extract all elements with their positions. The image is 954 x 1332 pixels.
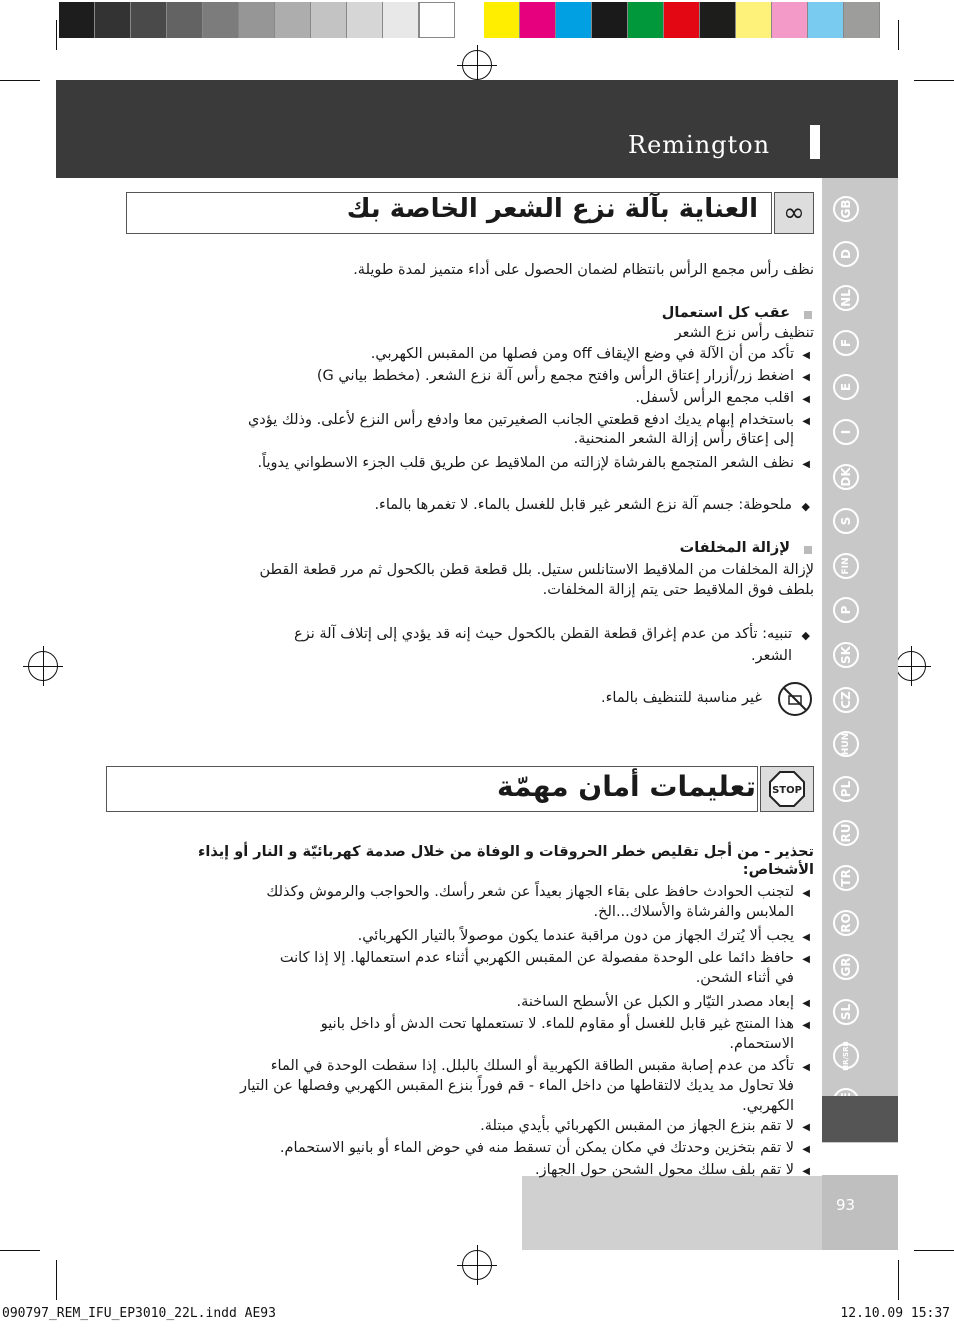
language-tab-pl: PL — [833, 776, 859, 802]
grayscale-bar — [59, 2, 455, 38]
language-tab-ru: RU — [833, 820, 859, 846]
section1-intro: نظف رأس مجمع الرأس بانتظام لضمان الحصول على أداء متميز لمدة طويلة. — [353, 262, 814, 278]
language-tab-hun: HUN — [833, 731, 859, 757]
safety-5-cont: الاستحمام. — [729, 1036, 794, 1052]
safety-6-cont: فلا تحاول مد يديك لالتقاطها من داخل الماء - قم فوراً بنزع المقبس الكهربي وفصلها عن التيار — [239, 1078, 794, 1094]
safety-1: لتجنب الحوادث حافظ على بقاء الجهاز بعيداً عن شعر رأسك. والحواجب والرموش وكذلك ◀ — [266, 884, 794, 900]
language-tab-cz: CZ — [833, 687, 859, 713]
language-tab-ro: RO — [833, 910, 859, 936]
subheading-clean-head: تنظيف رأس نزع الشعر — [674, 325, 814, 341]
subheading-remove-residue: لإزالة المخلفات — [679, 540, 790, 556]
safety-6: تأكد من عدم إصابة مقبس الطاقة الكهربية أو السلك بالبلل. إذا سقطت الوحدة في الماء ◀ — [271, 1058, 794, 1074]
safety-3-cont: في أثناء الشحن. — [695, 970, 794, 986]
safety-2: يجب ألا يُترك الجهاز من دون مراقبة عندما يكون موصولاً بالتيار الكهربائي. ◀ — [358, 928, 794, 944]
language-tab-sk: SK — [833, 642, 859, 668]
residue-line-1: لإزالة المخلفات من الملاقيط الاستانلس ستيل. بلل قطعة قطن بالكحول ثم مرر قطعة القطن — [259, 562, 814, 578]
step-4: باستخدام إبهام يديك ادفع قطعتي الجانب الصغيرتين معا وادفع رأس النزع لأعلى. وذلك يؤدي ◀ — [248, 412, 794, 428]
language-tab-fin: FIN — [833, 553, 859, 579]
step-5: نظف الشعر المتجمع بالفرشاة لإزالته من الملاقيط عن طريق قلب الجزء الاسطواني يدوياً. ◀ — [257, 455, 794, 471]
step-1: تأكد من أن الآلة في وضع الإيقاف off ومن فصلها من المقبس الكهربي. ◀ — [371, 346, 794, 362]
language-tab-nl: NL — [833, 285, 859, 311]
language-tab-e: E — [833, 374, 859, 400]
safety-3: حافظ دائما على الوحدة مفصولة عن المقبس الكهربي أثناء عدم استعمالها. إلا إذا كانت ◀ — [280, 950, 794, 966]
language-tab-f: F — [833, 330, 859, 356]
caution-line-2: الشعر. — [751, 648, 792, 664]
logo-mark — [810, 125, 820, 159]
registration-mark — [28, 651, 58, 681]
safety-4: إبعاد مصدر التيّار و الكبل عن الأسطح الساخنة. ◀ — [517, 994, 795, 1010]
section2-title: تعليمات أمان مهمّة — [496, 770, 756, 803]
registration-mark — [462, 50, 492, 80]
safety-8: لا تقم بتخزين وحدتك في مكان يمكن أن تسقط منه في حوض الماء أو بانيو الاستحمام. ◀ — [280, 1140, 794, 1156]
page-number: 93 — [836, 1196, 856, 1214]
page-tab — [822, 1175, 898, 1250]
section1-title: العناية بآلة نزع الشعر الخاصة بك — [346, 194, 758, 224]
safety-5: هذا المنتج غير قابل للغسل أو مقاوم للماء. لا تستعملها تحت الدش أو داخل بانيو ◀ — [321, 1016, 794, 1032]
no-water-icon — [778, 682, 812, 716]
color-bar — [484, 2, 880, 38]
svg-text:STOP: STOP — [772, 785, 802, 796]
residue-line-2: بلطف فوق الملاقيط حتى يتم إزالة المخلفات. — [542, 582, 814, 598]
language-tab-s: S — [833, 508, 859, 534]
infinity-icon: ∞ — [774, 192, 814, 234]
language-tab-gb: GB — [833, 196, 859, 222]
language-tab-d: D — [833, 241, 859, 267]
language-tab-tr: TR — [833, 865, 859, 891]
warning-intro-2: الأشخاص: — [742, 862, 814, 878]
language-tab-hr-srb: HR/SRB — [833, 1043, 859, 1069]
no-water-text: غير مناسبة للتنظيف بالماء. — [601, 690, 762, 706]
safety-9: لا تقم بلف سلك محول الشحن حول الجهاز. ◀ — [535, 1162, 794, 1178]
safety-1-cont: الملابس والفرشاة والأسلاك...الخ. — [593, 904, 794, 920]
warning-intro-1: تحذير - من أجل تقليص خطر الحروقات و الوفاة من خلال صدمة كهربائيّة و النار أو إيذاء — [197, 844, 814, 860]
caution-line-1: تنبيه: تأكد من عدم إغراق قطعة القطن بالكحول حيث إنه قد يؤدي إلى إتلاف آلة نزع ◆ — [294, 626, 792, 642]
language-tab-p: P — [833, 597, 859, 623]
footer-date: 12.10.09 15:37 — [840, 1306, 950, 1321]
language-tab-gr: GR — [833, 954, 859, 980]
brand-logo: Remington — [628, 131, 771, 159]
language-tab-dk: DK — [833, 464, 859, 490]
active-language-tab — [822, 1096, 898, 1142]
note: ملحوظة: جسم آلة نزع الشعر غير قابل للغسل بالماء. لا تغمرها بالماء. ◆ — [374, 497, 792, 513]
registration-mark — [462, 1250, 492, 1280]
bottom-band — [522, 1176, 822, 1250]
step-3: اقلب مجمع الرأس لأسفل. ◀ — [635, 390, 794, 406]
language-tab-i: I — [833, 419, 859, 445]
subheading-after-use: عقب كل استعمال — [661, 305, 790, 321]
step-4-cont: إلى إعتاق رأس إزالة الشعر المنحنية. — [573, 431, 794, 447]
language-tab-sl: SL — [833, 999, 859, 1025]
safety-6-cont2: الكهربي. — [742, 1098, 794, 1114]
footer-file: 090797_REM_IFU_EP3010_22L.indd AE93 — [2, 1306, 276, 1321]
stop-icon — [760, 766, 814, 812]
step-2: اضغط زر/أزرار إعتاق الرأس وافتح مجمع رأس آلة نزع الشعر. (مخطط بياني G) ◀ — [317, 368, 794, 384]
registration-mark — [896, 651, 926, 681]
header-band — [56, 80, 898, 178]
safety-7: لا تقم بنزع الجهاز من المقبس الكهربائي بأيدي مبتلة. ◀ — [480, 1118, 794, 1134]
